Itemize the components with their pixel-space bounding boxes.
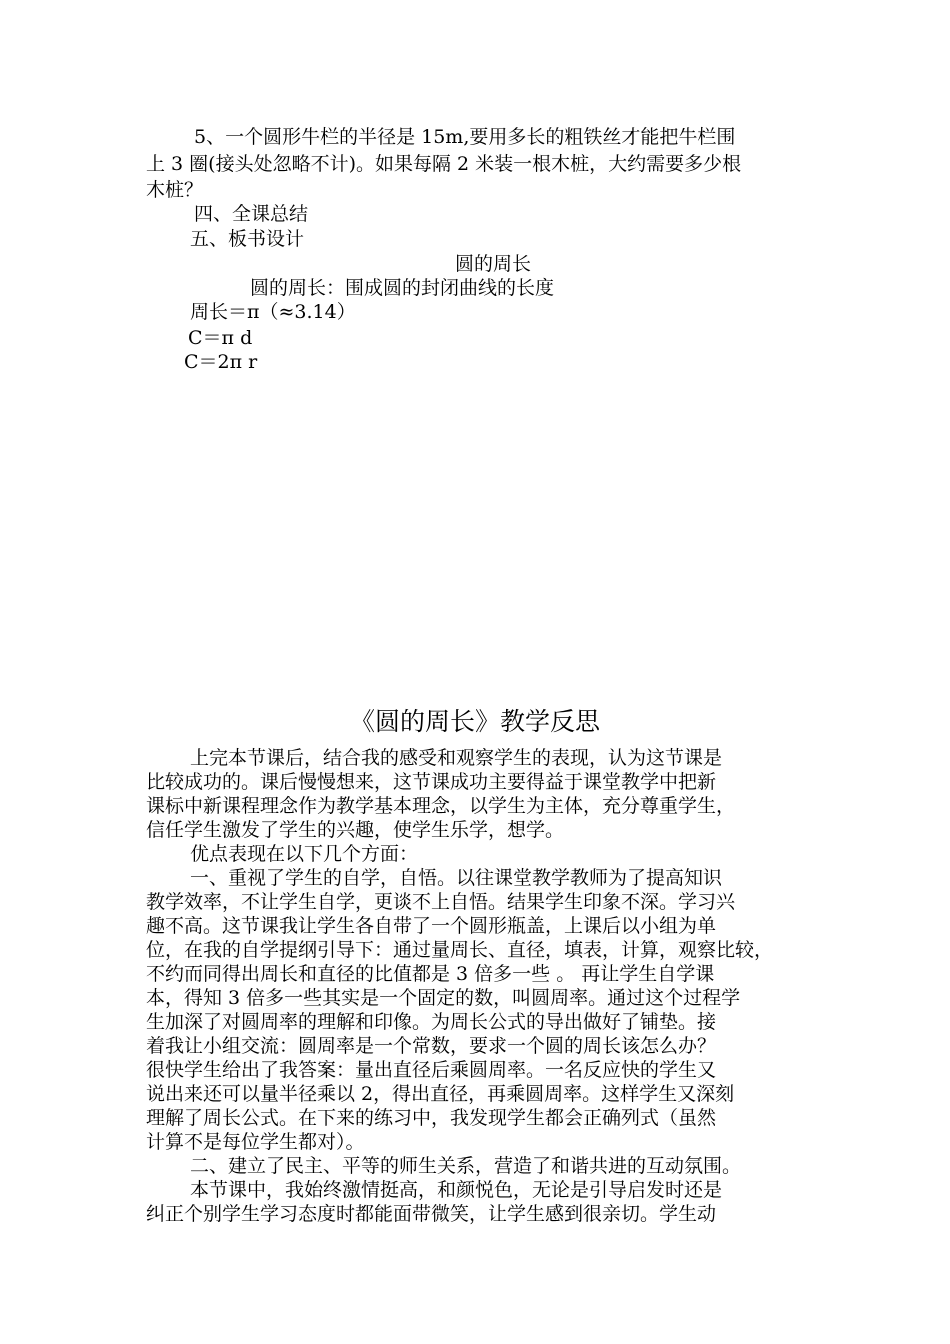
reflection-line-20: 纠正个别学生学习态度时都能面带微笑，让学生感到很亲切。学生动 — [146, 1203, 717, 1225]
reflection-line-10: 不约而同得出周长和直径的比值都是 3 倍多一些 。 再让学生自学课 — [146, 963, 715, 985]
reflection-line-4: 信任学生激发了学生的兴趣，使学生乐学，想学。 — [146, 819, 565, 841]
reflection-line-14: 很快学生给出了我答案：量出直径后乘圆周率。一名反应快的学生又 — [146, 1059, 717, 1081]
exercise-5-line-1: 5、一个圆形牛栏的半径是 15m,要用多长的粗铁丝才能把牛栏围 — [194, 126, 736, 148]
reflection-title: 《圆的周长》教学反思 — [349, 707, 600, 736]
reflection-line-5: 优点表现在以下几个方面： — [190, 843, 419, 865]
reflection-line-1: 上完本节课后，结合我的感受和观察学生的表现，认为这节课是 — [190, 747, 723, 769]
reflection-line-2: 比较成功的。课后慢慢想来，这节课成功主要得益于课堂教学中把新 — [146, 771, 717, 793]
reflection-line-3: 课标中新课程理念作为教学基本理念，以学生为主体，充分尊重学生， — [146, 795, 736, 817]
reflection-line-19: 本节课中，我始终激情挺高，和颜悦色，无论是引导启发时还是 — [190, 1179, 723, 1201]
exercise-5-line-2: 上 3 圈(接头处忽略不计)。如果每隔 2 米装一根木桩，大约需要多少根 — [146, 153, 742, 175]
board-formula-radius: C＝2π r — [184, 351, 258, 373]
board-design-heading: 五、板书设计 — [190, 228, 305, 250]
reflection-line-17: 计算不是每位学生都对）。 — [146, 1131, 365, 1153]
reflection-line-11: 本，得知 3 倍多一些其实是一个固定的数，叫圆周率。通过这个过程学 — [146, 987, 741, 1009]
reflection-line-8: 趣不高。这节课我让学生各自带了一个圆形瓶盖，上课后以小组为单 — [146, 915, 717, 937]
reflection-line-15: 说出来还可以量半径乘以 2，得出直径，再乘圆周率。这样学生又深刻 — [146, 1083, 735, 1105]
reflection-line-7: 教学效率，不让学生自学，更谈不上自悟。结果学生印象不深。学习兴 — [146, 891, 736, 913]
board-definition: 圆的周长：围成圆的封闭曲线的长度 — [250, 277, 555, 299]
reflection-line-16: 理解了周长公式。在下来的练习中，我发现学生都会正确列式（虽然 — [146, 1107, 717, 1129]
reflection-line-12: 生加深了对圆周率的理解和印像。为周长公式的导出做好了铺垫。接 — [146, 1011, 717, 1033]
reflection-line-6: 一、重视了学生的自学，自悟。以往课堂教学教师为了提高知识 — [190, 867, 723, 889]
summary-heading: 四、全课总结 — [194, 203, 309, 225]
reflection-line-13: 着我让小组交流：圆周率是一个常数，要求一个圆的周长该怎么办？ — [146, 1035, 717, 1057]
reflection-line-18: 二、建立了民主、平等的师生关系，营造了和谐共进的互动氛围。 — [190, 1155, 742, 1177]
exercise-5-line-3: 木桩？ — [146, 179, 204, 201]
reflection-line-9: 位，在我的自学提纲引导下：通过量周长、直径，填表，计算，观察比较， — [146, 939, 774, 961]
board-title: 圆的周长 — [455, 253, 532, 275]
board-ratio: 周长＝π（≈3.14） — [190, 301, 356, 323]
board-formula-diameter: C＝π d — [188, 327, 253, 349]
